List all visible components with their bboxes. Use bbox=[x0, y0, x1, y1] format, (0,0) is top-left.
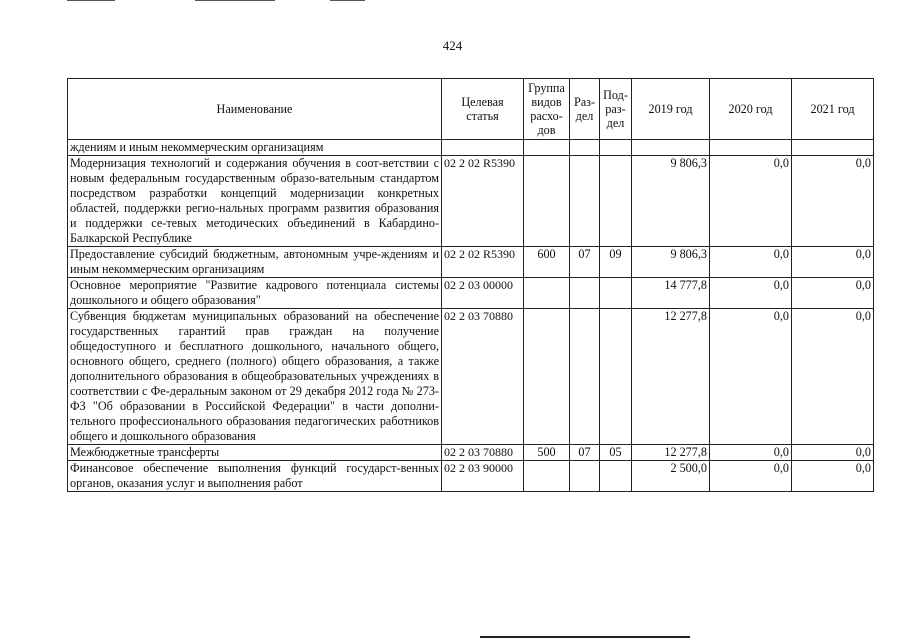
row-name: Предоставление субсидий бюджетным, автономным учре-ждениям и иным некоммерческим организациям bbox=[68, 247, 442, 278]
table-body bbox=[68, 140, 874, 492]
row-value-2021: 0,0 bbox=[792, 278, 874, 309]
page-number: 424 bbox=[442, 38, 463, 53]
row-expense-group bbox=[524, 140, 570, 156]
header-year-2019: 2019 год bbox=[632, 79, 710, 140]
header-expense-group: Группа видов расхо-дов bbox=[524, 79, 570, 140]
row-expense-group bbox=[524, 461, 570, 492]
row-subsection bbox=[600, 156, 632, 247]
row-section bbox=[570, 140, 600, 156]
row-section bbox=[570, 461, 600, 492]
header-year-2021: 2021 год bbox=[792, 79, 874, 140]
row-name: Финансовое обеспечение выполнения функций государст-венных органов, оказания услуг и выполнения работ bbox=[68, 461, 442, 492]
row-target-article: 02 2 03 70880 bbox=[442, 309, 524, 445]
row-section: 07 bbox=[570, 445, 600, 461]
row-value-2021 bbox=[792, 140, 874, 156]
row-value-2019 bbox=[632, 140, 710, 156]
row-section bbox=[570, 278, 600, 309]
row-value-2020: 0,0 bbox=[710, 278, 792, 309]
table-row bbox=[68, 140, 874, 156]
row-value-2021: 0,0 bbox=[792, 445, 874, 461]
row-value-2021: 0,0 bbox=[792, 461, 874, 492]
row-value-2020: 0,0 bbox=[710, 309, 792, 445]
row-name: Модернизация технологий и содержания обучения в соот-ветствии с новым федеральным государственным образо-вательным стандартом посредством разработки концепций модернизации конкретных областей, поддержки регио-нальных программ развития образования и поддержки се-тевых методических объединений в Кабардино-Балкарской Республике bbox=[68, 156, 442, 247]
row-value-2021: 0,0 bbox=[792, 309, 874, 445]
row-subsection: 05 bbox=[600, 445, 632, 461]
table-row bbox=[68, 309, 874, 445]
row-subsection: 09 bbox=[600, 247, 632, 278]
table-row bbox=[68, 278, 874, 309]
row-value-2019: 12 277,8 bbox=[632, 309, 710, 445]
bottom-rule bbox=[480, 636, 690, 638]
table-row bbox=[68, 156, 874, 247]
top-rule-left bbox=[67, 0, 115, 1]
row-subsection bbox=[600, 309, 632, 445]
top-rule-right bbox=[330, 0, 365, 1]
row-value-2020: 0,0 bbox=[710, 247, 792, 278]
row-target-article: 02 2 03 00000 bbox=[442, 278, 524, 309]
row-target-article bbox=[442, 140, 524, 156]
header-name: Наименование bbox=[68, 79, 442, 140]
row-subsection bbox=[600, 278, 632, 309]
row-name: Субвенция бюджетам муниципальных образований на обеспечение государственных гарантий прав граждан на получение общедоступного и бесплатного дошкольного, начального общего, основного общего, среднего (полного) общего образования, а также дополнительного образования в общеобразовательных учреждениях в соответствии с Фе-деральным законом от 29 декабря 2012 года № 273-ФЗ "Об образовании в Российской Федерации" в части дополни-тельного профессионального образования педагогических работников общего и дошкольного образования bbox=[68, 309, 442, 445]
header-subsection: Под-раз-дел bbox=[600, 79, 632, 140]
row-expense-group bbox=[524, 278, 570, 309]
row-expense-group: 600 bbox=[524, 247, 570, 278]
row-name: ждениям и иным некоммерческим организациям bbox=[68, 140, 442, 156]
budget-table bbox=[67, 78, 874, 492]
table-row bbox=[68, 247, 874, 278]
row-subsection bbox=[600, 140, 632, 156]
row-target-article: 02 2 02 R5390 bbox=[442, 247, 524, 278]
row-target-article: 02 2 02 R5390 bbox=[442, 156, 524, 247]
row-section bbox=[570, 156, 600, 247]
row-name: Межбюджетные трансферты bbox=[68, 445, 442, 461]
row-target-article: 02 2 03 90000 bbox=[442, 461, 524, 492]
row-name: Основное мероприятие "Развитие кадрового потенциала системы дошкольного и общего образования" bbox=[68, 278, 442, 309]
row-value-2020: 0,0 bbox=[710, 461, 792, 492]
header-section: Раз-дел bbox=[570, 79, 600, 140]
row-value-2020: 0,0 bbox=[710, 445, 792, 461]
header-target-article: Целевая статья bbox=[442, 79, 524, 140]
row-value-2019: 14 777,8 bbox=[632, 278, 710, 309]
table-row bbox=[68, 445, 874, 461]
row-value-2019: 9 806,3 bbox=[632, 247, 710, 278]
row-value-2019: 9 806,3 bbox=[632, 156, 710, 247]
table-header-row bbox=[68, 79, 874, 140]
row-value-2020 bbox=[710, 140, 792, 156]
row-subsection bbox=[600, 461, 632, 492]
header-year-2020: 2020 год bbox=[710, 79, 792, 140]
row-value-2020: 0,0 bbox=[710, 156, 792, 247]
top-rule-middle bbox=[195, 0, 275, 1]
row-value-2021: 0,0 bbox=[792, 156, 874, 247]
row-expense-group: 500 bbox=[524, 445, 570, 461]
row-section: 07 bbox=[570, 247, 600, 278]
row-expense-group bbox=[524, 309, 570, 445]
row-section bbox=[570, 309, 600, 445]
row-value-2019: 2 500,0 bbox=[632, 461, 710, 492]
row-value-2021: 0,0 bbox=[792, 247, 874, 278]
row-value-2019: 12 277,8 bbox=[632, 445, 710, 461]
row-expense-group bbox=[524, 156, 570, 247]
table-row bbox=[68, 461, 874, 492]
row-target-article: 02 2 03 70880 bbox=[442, 445, 524, 461]
